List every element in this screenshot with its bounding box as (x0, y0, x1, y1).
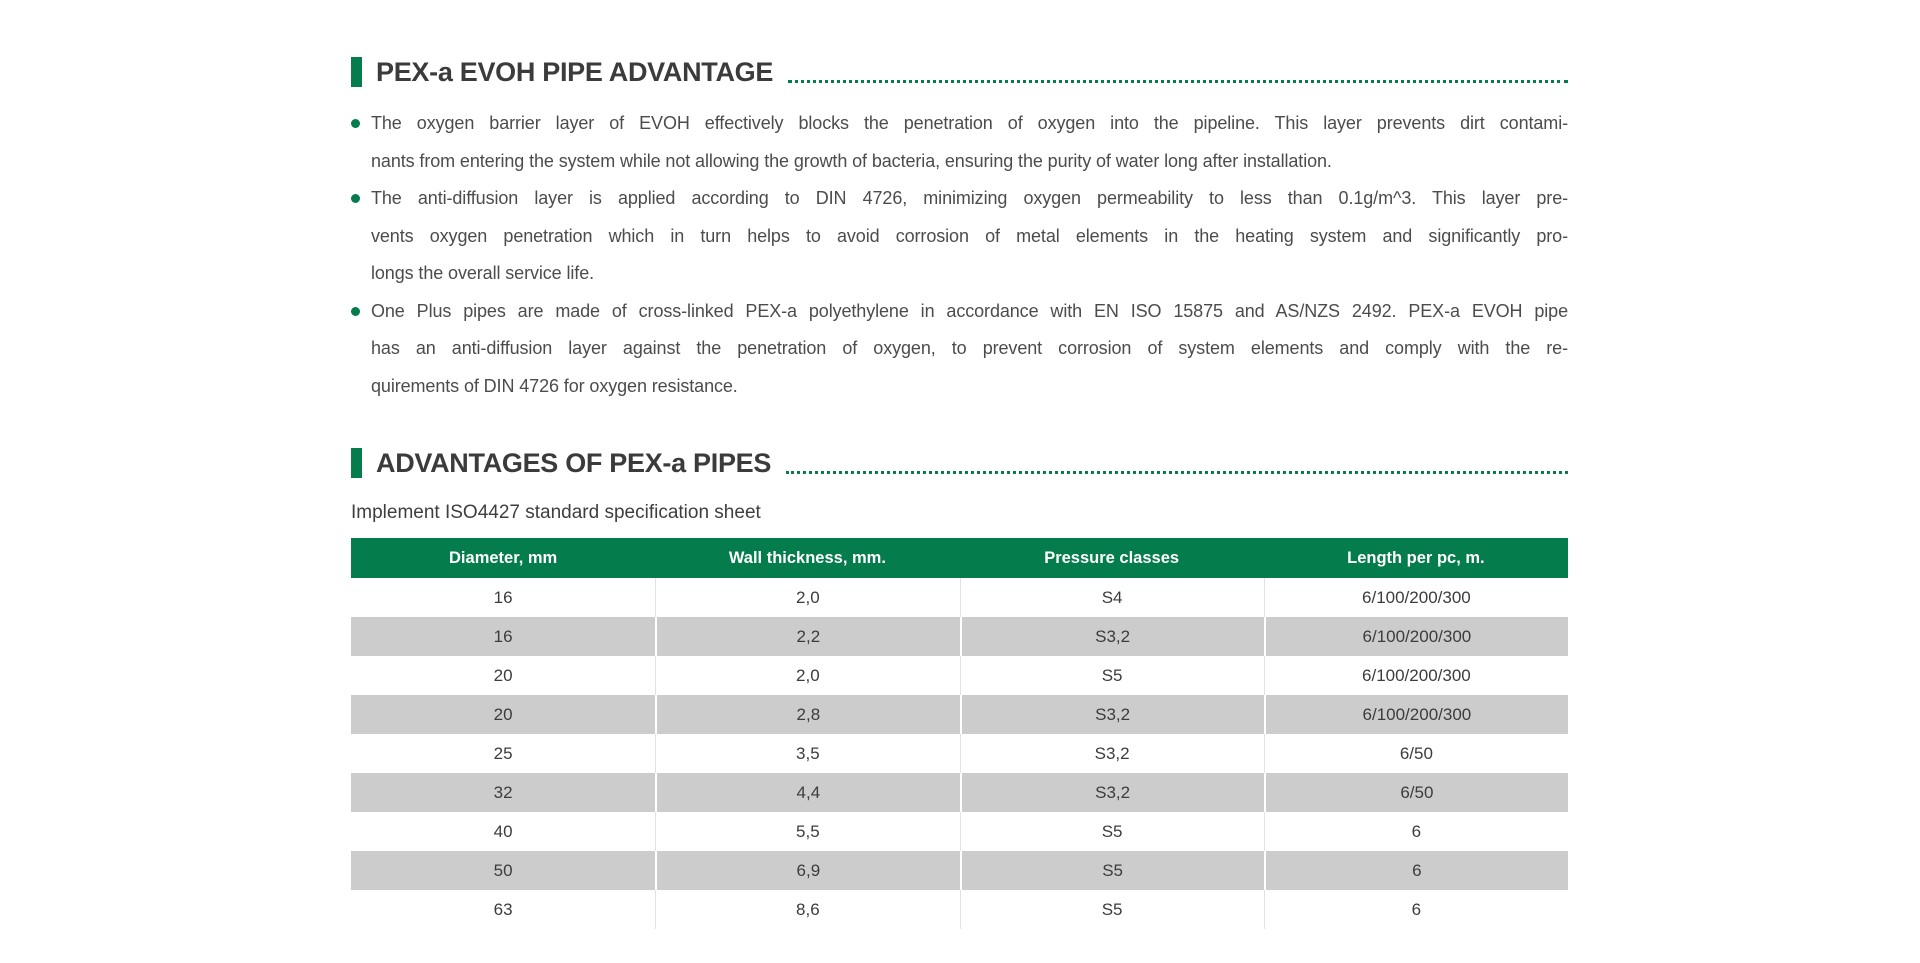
dotted-leader-line (788, 70, 1568, 83)
table-header-cell: Length per pc, m. (1347, 548, 1485, 567)
table-cell: 6/100/200/300 (1264, 656, 1568, 695)
table-cell: 3,5 (655, 734, 959, 773)
table-row (351, 656, 1568, 695)
table-cell: S3,2 (960, 773, 1264, 812)
table-row (351, 578, 1568, 617)
table-header-cell: Diameter, mm (449, 548, 558, 567)
table-row (351, 617, 1568, 656)
table-header-cell: Pressure classes (1044, 548, 1180, 567)
table-cell: 8,6 (655, 890, 959, 929)
table-cell: 2,2 (655, 617, 959, 656)
table-cell: 63 (493, 899, 513, 919)
page-content (351, 0, 1568, 929)
table-cell: 16 (493, 587, 513, 607)
table-cell: 40 (493, 821, 513, 841)
bullet-item (351, 293, 1568, 406)
table-header-cell: Wall thickness, mm. (728, 548, 886, 567)
table-cell: 20 (493, 704, 513, 724)
bullet-line: The anti-diffusion layer is applied according to DIN 4726, minimizing oxygen permeability to less than 0.1g/m^3. This layer pre- (371, 188, 1568, 208)
table-cell: 6 (1264, 890, 1568, 929)
table-cell: 6 (1264, 812, 1568, 851)
section-heading-evoh-advantage (351, 54, 1568, 90)
table-row (351, 851, 1568, 890)
table-cell: S4 (960, 578, 1264, 617)
table-cell: 2,0 (655, 656, 959, 695)
bullet-line: The oxygen barrier layer of EVOH effectively blocks the penetration of oxygen into the pipeline. This layer prevents dirt contami- (371, 113, 1568, 133)
table-cell: 20 (493, 665, 513, 685)
table-cell: 5,5 (655, 812, 959, 851)
table-row (351, 773, 1568, 812)
section-heading-pexa-pipes (351, 445, 1568, 481)
table-cell: S3,2 (960, 617, 1264, 656)
table-body (351, 578, 1568, 929)
table-header-row (351, 538, 1568, 578)
table-cell: 2,0 (655, 578, 959, 617)
table-cell: S5 (960, 851, 1264, 890)
table-cell: 50 (493, 860, 513, 880)
table-cell: S3,2 (960, 695, 1264, 734)
dotted-leader-line (786, 461, 1568, 474)
table-row (351, 812, 1568, 851)
advantage-bullet-list (351, 105, 1568, 405)
table-cell: 2,8 (655, 695, 959, 734)
table-cell: 6/50 (1264, 773, 1568, 812)
page-title: PEX-a EVOH PIPE ADVANTAGE (376, 56, 774, 87)
table-cell: 25 (493, 743, 513, 763)
bullet-item (351, 105, 1568, 180)
bullet-line: nants from entering the system while not allowing the growth of bacteria, ensuring the purity of water long after installation. (371, 150, 1332, 171)
table-cell: 32 (493, 782, 513, 802)
accent-bar-icon (351, 57, 362, 87)
table-cell: 4,4 (655, 773, 959, 812)
table-row (351, 734, 1568, 773)
bullet-dot-icon (351, 194, 360, 203)
bullet-line: quirements of DIN 4726 for oxygen resistance. (371, 375, 738, 396)
table-cell: 6/100/200/300 (1264, 695, 1568, 734)
section-title: ADVANTAGES OF PEX-a PIPES (376, 447, 772, 478)
pipe-spec-table (351, 538, 1568, 929)
table-row (351, 890, 1568, 929)
bullet-dot-icon (351, 119, 360, 128)
bullet-dot-icon (351, 307, 360, 316)
table-cell: S5 (960, 812, 1264, 851)
table-cell: 6/100/200/300 (1264, 617, 1568, 656)
bullet-line: has an anti-diffusion layer against the penetration of oxygen, to prevent corrosion of system elements and comply with the re- (371, 338, 1568, 358)
accent-bar-icon (351, 448, 362, 478)
table-row (351, 695, 1568, 734)
bullet-line: vents oxygen penetration which in turn helps to avoid corrosion of metal elements in the heating system and significantly pro- (371, 225, 1568, 246)
table-cell: 16 (493, 626, 513, 646)
table-cell: 6/50 (1264, 734, 1568, 773)
table-cell: 6 (1264, 851, 1568, 890)
bullet-line: longs the overall service life. (371, 263, 595, 283)
spec-sheet-subtitle: Implement ISO4427 standard specification sheet (351, 502, 761, 523)
table-cell: S5 (960, 656, 1264, 695)
table-cell: S5 (960, 890, 1264, 929)
table-cell: S3,2 (960, 734, 1264, 773)
table-cell: 6,9 (655, 851, 959, 890)
bullet-item (351, 180, 1568, 293)
bullet-line: One Plus pipes are made of cross-linked PEX-a polyethylene in accordance with EN ISO 15875 and AS/NZS 2492. PEX-a EVOH pipe (371, 300, 1568, 321)
table-cell: 6/100/200/300 (1264, 578, 1568, 617)
